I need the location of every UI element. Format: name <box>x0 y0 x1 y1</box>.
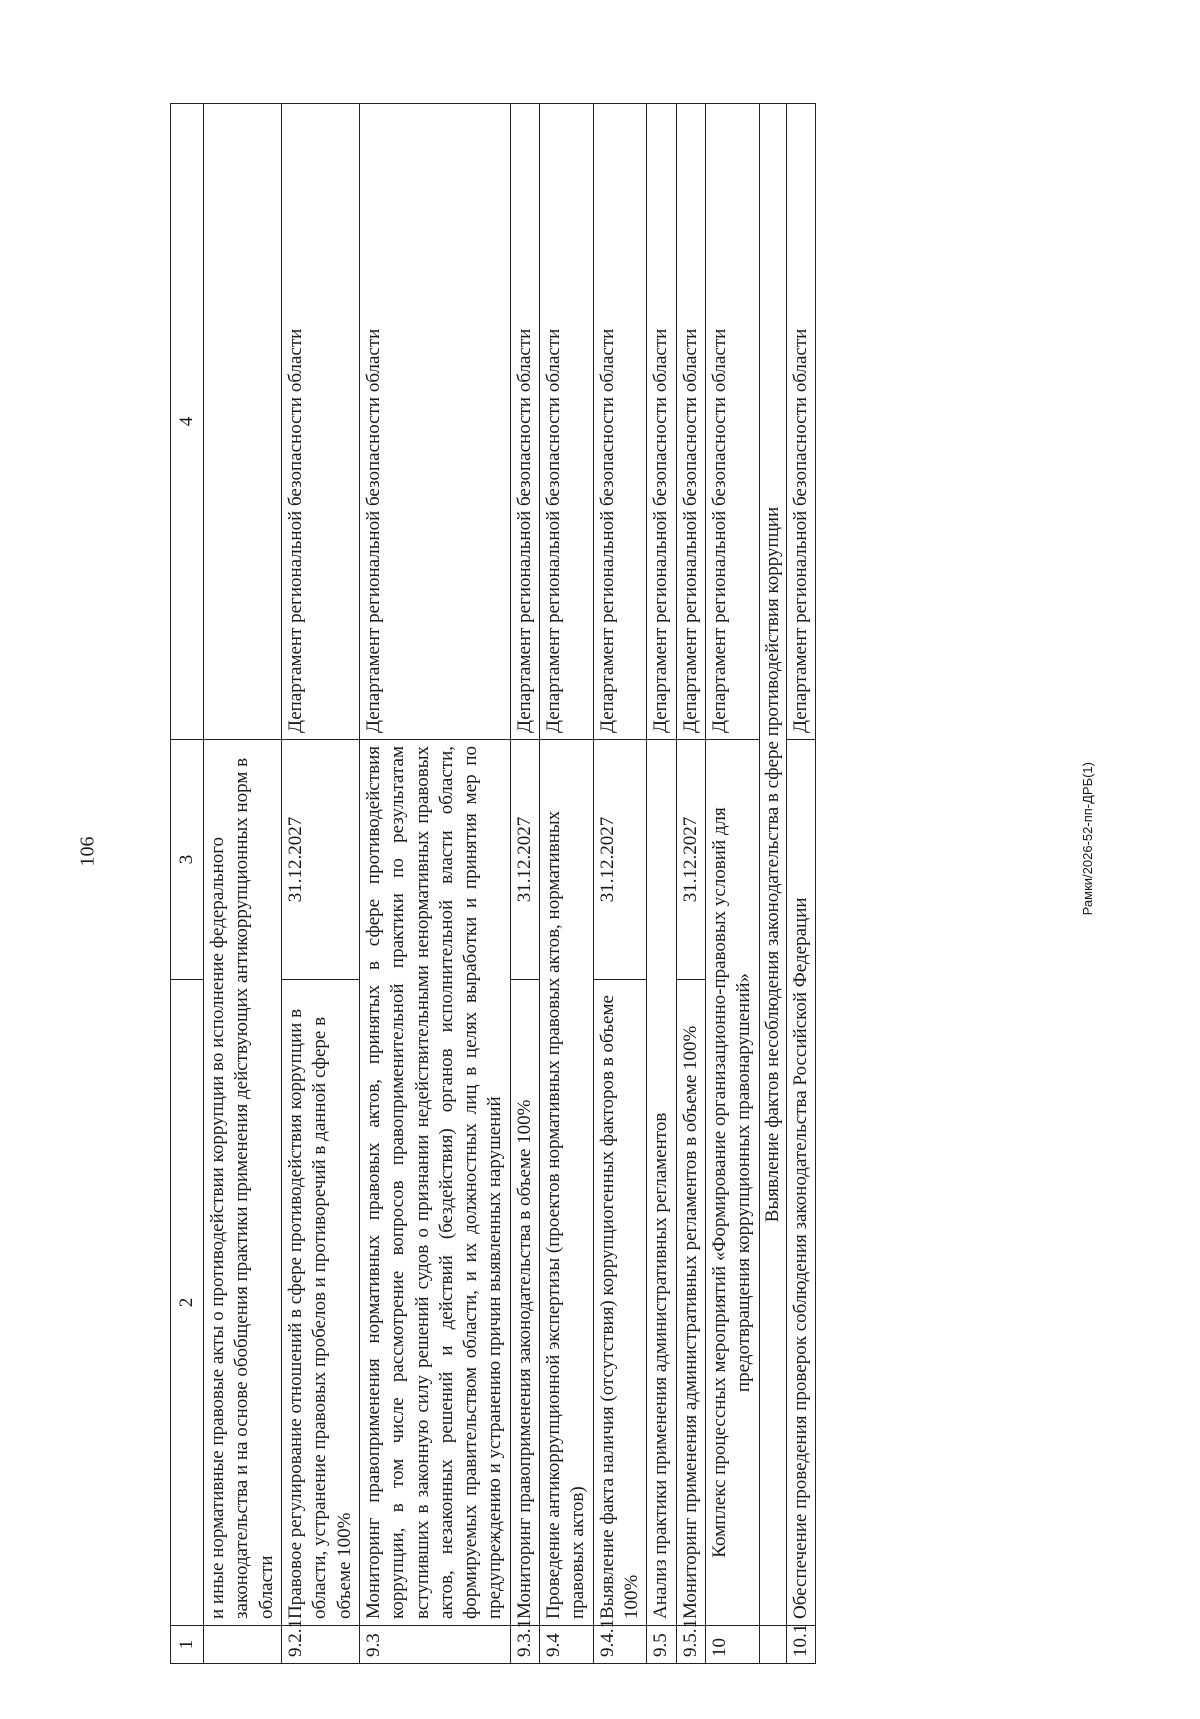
row-text: Проведение антикоррупционной экспертизы (проектов нормативных правовых актов, нормативных правовых актов) <box>540 740 594 1626</box>
table-row <box>786 104 815 1664</box>
row-text: Мониторинг применения административных регламентов в объеме 100% <box>676 980 705 1626</box>
complex-row <box>705 104 759 1664</box>
table-row <box>540 104 594 1664</box>
row-number: 10.1 <box>786 1626 815 1664</box>
row-responsible: Департамент региональной безопасности области <box>786 104 815 740</box>
table-row <box>359 104 510 1664</box>
row-text: Анализ практики применения административных регламентов <box>647 740 676 1626</box>
table-row <box>676 104 705 1664</box>
row-responsible: Департамент региональной безопасности области <box>593 104 647 740</box>
section-row <box>759 104 786 1664</box>
complex-title: Комплекс процессных мероприятий «Формирование организационно-правовых условий для предотвращения коррупционных правонарушений» <box>705 740 759 1626</box>
footer-document-code: Рамки/2026-52-пп-ДРБ(1) <box>1080 762 1095 916</box>
header-col-4: 4 <box>171 104 204 740</box>
row-responsible: Департамент региональной безопасности области <box>510 104 539 740</box>
row-number: 10 <box>705 1626 759 1664</box>
row-date: 31.12.2027 <box>593 740 647 980</box>
table-row <box>204 104 282 1664</box>
rotated-table-container <box>170 104 1068 1664</box>
row-number: 9.5 <box>647 1626 676 1664</box>
table-row <box>281 104 359 1664</box>
table-row <box>593 104 647 1664</box>
row-number: 9.3.1 <box>510 1626 539 1664</box>
row-text: Обеспечение проведения проверок соблюдения законодательства Российской Федерации <box>786 740 815 1626</box>
row-responsible: Департамент региональной безопасности области <box>705 104 759 740</box>
row-number: 9.2.1 <box>281 1626 359 1664</box>
row-text: Мониторинг правоприменения законодательства в объеме 100% <box>510 980 539 1626</box>
row-date: 31.12.2027 <box>676 740 705 980</box>
row-number: 9.3 <box>359 1626 510 1664</box>
measures-table <box>170 103 816 1664</box>
table-row <box>647 104 676 1664</box>
row-responsible: Департамент региональной безопасности области <box>647 104 676 740</box>
row-responsible: Департамент региональной безопасности области <box>359 104 510 740</box>
row-number <box>204 1626 282 1664</box>
page-number: 106 <box>76 836 99 867</box>
row-text: Выявление факта наличия (отсутствия) коррупциогенных факторов в объеме 100% <box>593 980 647 1626</box>
row-date: 31.12.2027 <box>281 740 359 980</box>
header-col-1: 1 <box>171 1626 204 1664</box>
table-row <box>510 104 539 1664</box>
table-header-row <box>171 104 204 1664</box>
row-responsible: Департамент региональной безопасности области <box>540 104 594 740</box>
section-empty-cell <box>759 1626 786 1664</box>
row-text: и иные нормативные правовые акты о противодействии коррупции во исполнение федерального законодательства и на основе обобщения практики применения действующих антикоррупционных норм в области <box>204 740 282 1626</box>
header-col-2: 2 <box>171 980 204 1626</box>
row-responsible: Департамент региональной безопасности области <box>281 104 359 740</box>
row-responsible: Департамент региональной безопасности области <box>676 104 705 740</box>
header-col-3: 3 <box>171 740 204 980</box>
row-responsible <box>204 104 282 740</box>
row-number: 9.4 <box>540 1626 594 1664</box>
section-title: Выявление фактов несоблюдения законодательства в сфере противодействия коррупции <box>759 104 786 1626</box>
row-number: 9.5.1 <box>676 1626 705 1664</box>
row-text: Правовое регулирование отношений в сфере противодействия коррупции в области, устранение правовых пробелов и противоречий в данной сфере в объеме 100% <box>281 980 359 1626</box>
row-date: 31.12.2027 <box>510 740 539 980</box>
row-number: 9.4.1 <box>593 1626 647 1664</box>
row-text: Мониторинг правоприменения нормативных правовых актов, принятых в сфере противодействия коррупции, в том числе рассмотрение вопросов правоприменительной практики по результатам вступивших в законную силу решений судов о признании недействительными ненормативных правовых актов, незаконных решений и действий (бездействия) органов исполнительной власти области, формируемых правительством области, и их должностных лиц в целях выработки и принятия мер по предупреждению и устранению причин выявленных нарушений <box>359 740 510 1626</box>
